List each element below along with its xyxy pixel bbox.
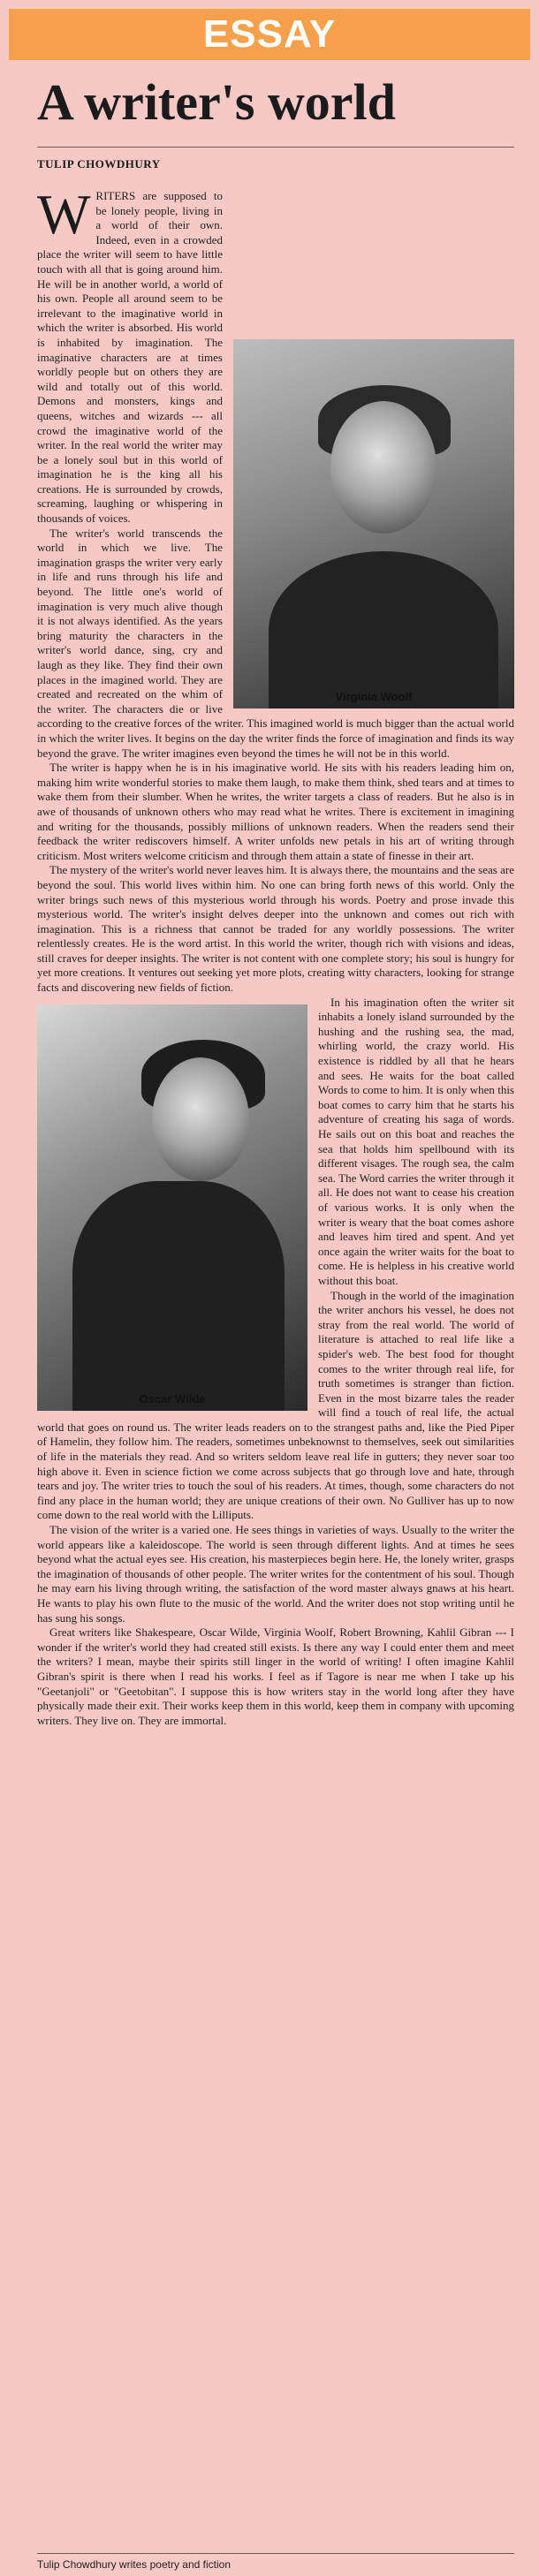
paragraph-1-text: RITERS are supposed to be lonely people, living in a world of their own. Indeed, even in a crowded place the writer will seem to have little touch with all that is going around him. He will be in another world, a world of his own. People all around seem to be irrelevant to the imaginative world in which the writer is absorbed. His world is inhabited by imagination. The imaginative characters are at times worldly people but on others they are wild and totally out of this world. Demons and monsters, kings and queens, witches and wizards --- all crowd the imaginative world of the writer. In the real world the writer may be a lonely soul but in this world of imagination he is the king all his creations. He is surrounded by crowds, screaming, laughing or whispering in thousands of voices. <box>37 189 223 526</box>
author-note: Tulip Chowdhury writes poetry and fiction <box>37 2558 231 2571</box>
woolf-caption: Virginia Woolf <box>335 690 413 704</box>
author-byline: TULIP CHOWDHURY <box>37 157 161 170</box>
article-body <box>37 183 514 1728</box>
section-banner: ESSAY <box>9 9 530 60</box>
drop-cap: W <box>37 183 91 246</box>
paragraph-8: Great writers like Shakespeare, Oscar Wilde, Virginia Woolf, Robert Browning, Kahlil Gibran --- I wonder if the writer's world they had created still exists. Is there any way I could enter them and meet the writers? I mean, maybe their spirits still linger in the world of writing! I often imagine Kahlil Gibran's spirit is there when I read his works. I feel as if Tagore is near me when I take up his "Geetanjoli" or "Geetobitan". I suppose this is how writers stay in the world long after they have physically made their exit. Their works keep them in this world, keep them in company with upcoming writers. They live on. They are immortal. <box>37 1625 514 1727</box>
paragraph-4: The mystery of the writer's world never leaves him. It is always there, the mountains and the seas are beyond the soul. This world lives within him. No one can bring forth news of this world. Only the writer brings such news of this mysterious world through his words. Poetry and prose invade this mysterious world. The writer's insight delves deeper into the unknown and comes out rich with imagination. This is a richness that cannot be traded for any worldly possessions. The writer relentlessly creates. He is the word artist. In this world the writer, though rich with visions and ideas, still craves for deeper insights. The writer is not content with one complete story; his soul is hungry for yet more creations. It ventures out seeking yet more plots, creating witty characters, looking for strange facts and discovering new fields of fiction. <box>37 863 514 995</box>
photo-portrait-body <box>72 1181 285 1411</box>
paragraph-2: The writer's world transcends the world in which we live. The imagination grasps the writer very early in life and runs through his life and beyond. The little one's world of imagination is very much alive though it is not always identified. As the years bring maturity the characters in the writer's world dance, sing, cry and laugh as they like. They find their own places in the imagined world. They are created and recreated on the whim of the writer. The characters die or live according to the creative forces of the writer. This imagined world is much bigger than the actual world in which the writer lives. It begins on the day the writer finds the force of imagination and finds its way beyond the grave. The writer imagines even beyond the times he will not be in this world. <box>37 526 514 760</box>
paragraph-6: Though in the world of the imagination the writer anchors his vessel, he does not stray from the real world. The world of literature is attached to real life like a spider's web. The best food for thought comes to the writer through real life, for truth sometimes is stranger than fiction. Even in the most bizarre tales the reader will find a touch of real life, the actual world that goes on round us. The writer leads readers on to the strangest paths and, like the Pied Piper of Hamelin, they follow him. The readers, sometimes unbeknownst to themselves, seek out similarities of life in the materials they read. And so writers seldom leave real life in gutters; they never soar too high above it. Even in science fiction we come across subjects that go through love and hate, through tears and joy. The writer tries to touch the soul of his readers. At times, though, some characters do not find any place in the human world; they are unique creations of their own. No Gulliver has up to now come down to the real world with the Lilliputs. <box>37 1288 514 1522</box>
paragraph-5: In his imagination often the writer sit inhabits a lonely island surrounded by the hushing and the rushing sea, the mad, whirling world, the crazy world. His existence is riddled by all that he hears and sees. He waits for the boat called Words to come to him. It is only when this boat comes to carry him that he starts his adventure of creating his saga of words. He sails out on this boat and reaches the sea that holds him spellbound with its different visages. The rough sea, the calm sea. The Word carries the writer through it all. He does not want to cease his creation of various works. It is only when the writer is weary that the boat comes ashore and leaves him tired and spent. And yet once again the writer waits for the boat to come. He is helpless in his creative world without this boat. <box>318 995 514 1287</box>
article-title: A writer's world <box>37 73 396 131</box>
photo-portrait-face <box>152 1057 249 1181</box>
virginia-woolf-photo <box>233 339 514 708</box>
paragraph-3: The writer is happy when he is in his imaginative world. He sits with his readers leading him on, making him write wonderful stories to make them laugh, to make them think, shed tears and at times to wake them from their slumber. When he writes, the writer targets a class of readers. But he also is in awe of thousands of unknown others who may read what he writes. There is excitement in imagining and writing for the thousands, possibly millions of unknown readers. When the readers send their feedback the writer rediscovers himself. A writer unfolds new petals in his art of writing through criticism. Most writers welcome criticism and through them attain a state of finesse in their art. <box>37 761 514 862</box>
photo-portrait-body <box>269 551 498 708</box>
oscar-wilde-photo <box>37 1004 307 1411</box>
paragraph-7: The vision of the writer is a varied one. He sees things in varieties of ways. Usually to the writer the world appears like a kaleidoscope. The world is seen through different lights. And at times he sees beyond what the actual eyes see. His creation, his masterpieces begin here. He, the lonely writer, grasps the imagination of thousands of other people. The writer writes for the contentment of his soul. Though he may earn his living through writing, the satisfaction of the word master always gnaws at his heart. He wants to play his own flute to the music of the world. And the writer does not stop writing until he has sung his songs. <box>37 1523 514 1625</box>
title-divider <box>37 147 514 148</box>
wilde-caption: Oscar Wilde <box>139 1392 206 1406</box>
footer-divider <box>37 2553 514 2554</box>
photo-portrait-face <box>330 401 437 534</box>
